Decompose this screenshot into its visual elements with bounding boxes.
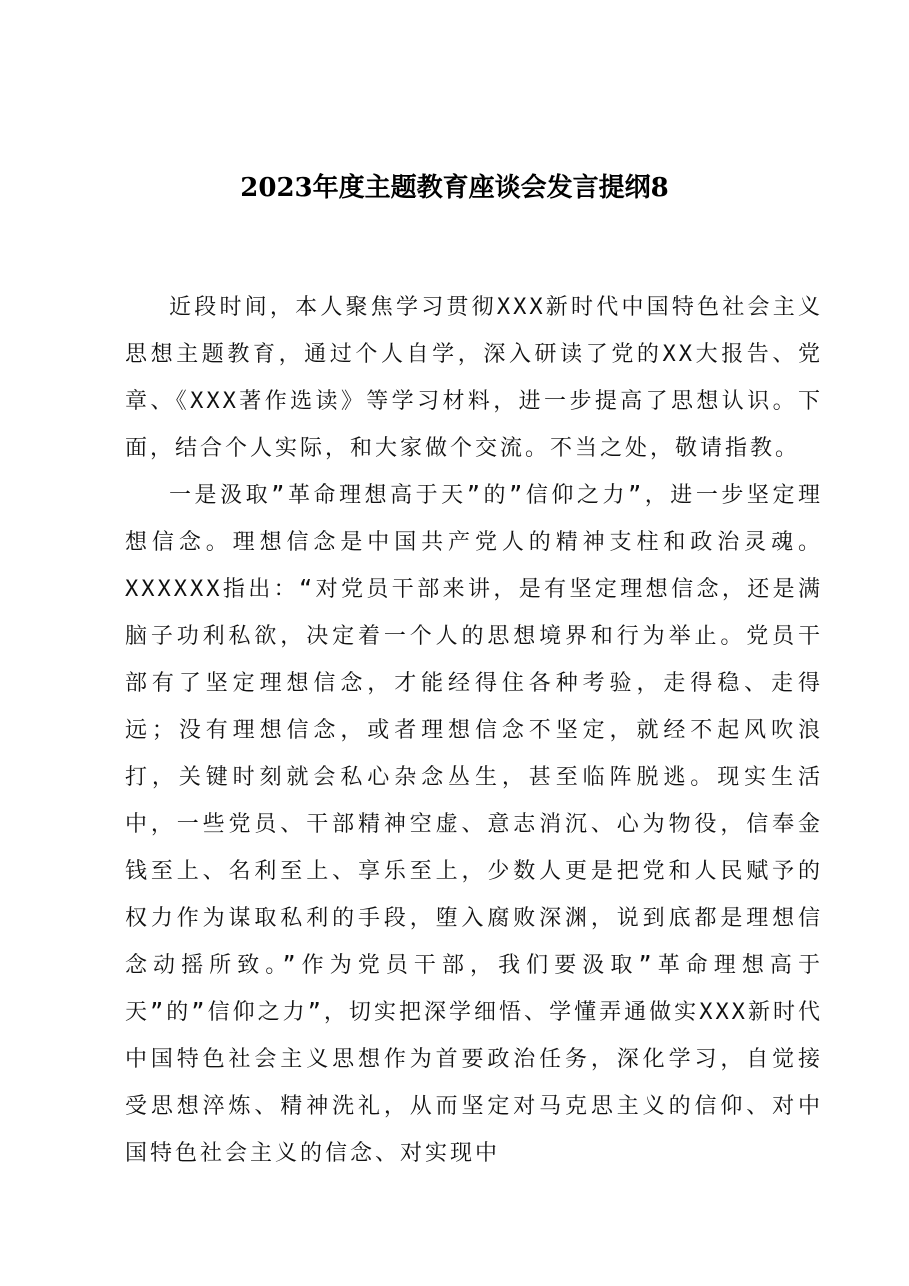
- document-title: 2023年度主题教育座谈会发言提纲8: [240, 173, 669, 203]
- paragraph-point-one: 一是汲取”革命理想高于天”的”信仰之力”，进一步坚定理想信念。理想信念是中国共产党人的精神支柱和政治灵魂。XXXXXX指出：“对党员干部来讲，是有坚定理想信念，还是满脑子功利私欲，决定着一个人的思想境界和行为举止。党员干部有了坚定理想信念，才能经得住各种考验，走得稳、走得远；没有理想信念，或者理想信念不坚定，就经不起风吹浪打，关键时刻就会私心杂念丛生，甚至临阵脱逃。现实生活中，一些党员、干部精神空虚、意志消沉、心为物役，信奉金钱至上、名利至上、享乐至上，少数人更是把党和人民赋予的权力作为谋取私利的手段，堕入腐败深渊，说到底都是理想信念动摇所致。”作为党员干部，我们要汲取”革命理想高于天”的”信仰之力”，切实把深学细悟、学懂弄通做实XXX新时代中国特色社会主义思想作为首要政治任务，深化学习，自觉接受思想淬炼、精神洗礼，从而坚定对马克思主义的信仰、对中国特色社会主义的信念、对实现中: [125, 483, 823, 1166]
- document-body: [125, 284, 823, 1177]
- paragraph-intro: 近段时间，本人聚焦学习贯彻XXX新时代中国特色社会主义思想主题教育，通过个人自学，深入研读了党的XX大报告、党章、《XXX著作选读》等学习材料，进一步提高了思想认识。下面，结合个人实际，和大家做个交流。不当之处，敬请指教。: [125, 295, 823, 461]
